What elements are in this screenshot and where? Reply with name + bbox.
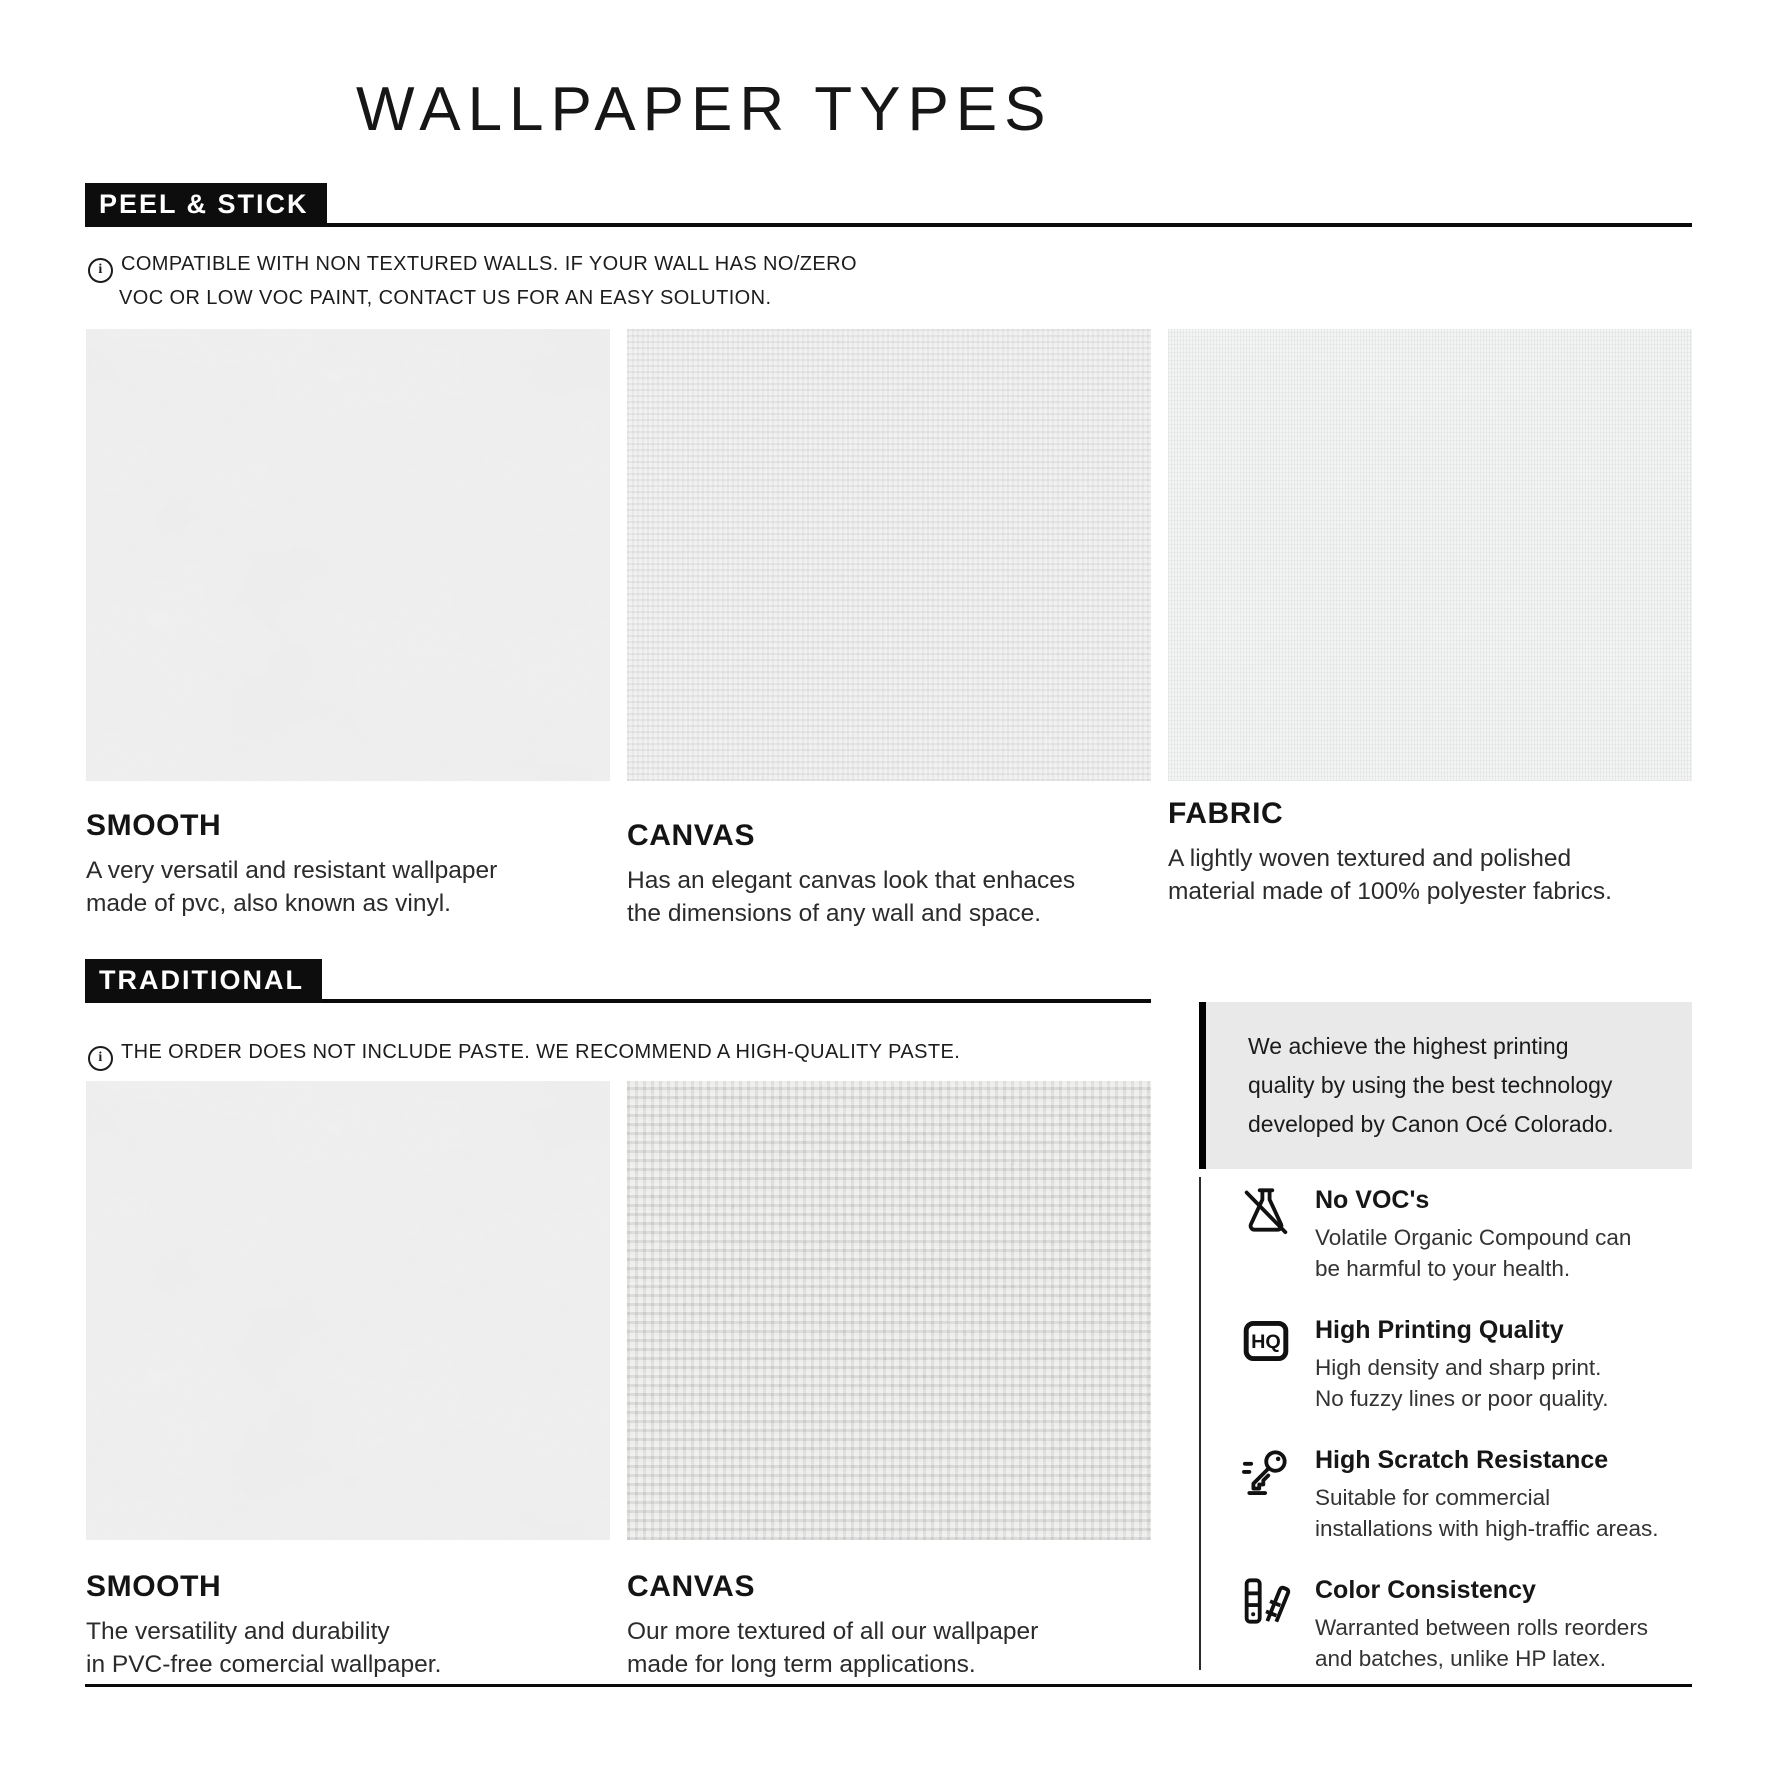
feature-title: No VOC's [1315, 1186, 1430, 1214]
swatch-column [86, 329, 610, 930]
peel-stick-badge: PEEL & STICK [85, 183, 327, 227]
feature-text [1315, 1314, 1608, 1414]
swatch-title: CANVAS [627, 819, 756, 852]
peel-stick-swatch-row [86, 329, 1693, 930]
note-text: COMPATIBLE WITH NON TEXTURED WALLS. IF YOUR WALL HAS NO/ZERO [121, 253, 857, 275]
printing-quality-highlight: We achieve the highest printing quality by using the best technology developed by Canon Océ Colorado. [1199, 1002, 1692, 1169]
feature-title: Color Consistency [1315, 1576, 1536, 1604]
swatch-title: FABRIC [1168, 797, 1284, 830]
swatch-label [1168, 781, 1692, 908]
peel-stick-section-header [85, 183, 1692, 227]
feature-description: Warranted between rolls reorders and batches, unlike HP latex. [1315, 1615, 1649, 1671]
swatch-description: The versatility and durability in PVC-free comercial wallpaper. [86, 1618, 442, 1678]
swatch-label [86, 1540, 610, 1681]
swatch-column [627, 1081, 1151, 1681]
swatch-column [627, 329, 1151, 930]
scratch-key-icon [1239, 1444, 1293, 1498]
swatch-title: SMOOTH [86, 809, 222, 842]
swatch-description: Has an elegant canvas look that enhaces the dimensions of any wall and space. [627, 867, 1076, 927]
feature-title: High Printing Quality [1315, 1316, 1564, 1344]
quality-features-list [1199, 1177, 1719, 1670]
smooth-pvc-free-swatch-image [86, 1081, 610, 1540]
feature-text [1315, 1184, 1631, 1284]
note-line [88, 1037, 960, 1071]
swatch-description: A lightly woven textured and polished material made of 100% polyester fabrics. [1168, 845, 1612, 905]
canvas-swatch-image [627, 329, 1151, 781]
bottom-divider [85, 1684, 1692, 1687]
feature-text [1315, 1444, 1659, 1544]
peel-stick-rule [327, 223, 1692, 227]
note-line [88, 249, 857, 283]
svg-text:HQ: HQ [1251, 1330, 1281, 1353]
smooth-vinyl-swatch-image [86, 329, 610, 781]
feature-text [1315, 1574, 1648, 1674]
feature-description: High density and sharp print. No fuzzy lines or poor quality. [1315, 1355, 1609, 1411]
note-text: VOC OR LOW VOC PAINT, CONTACT US FOR AN EASY SOLUTION. [119, 286, 772, 309]
feature-description: Volatile Organic Compound can be harmful to your health. [1315, 1225, 1632, 1281]
swatch-description: Our more textured of all our wallpaper made for long term applications. [627, 1618, 1039, 1678]
rough-canvas-swatch-image [627, 1081, 1151, 1540]
swatch-description: A very versatil and resistant wallpaper made of pvc, also known as vinyl. [86, 857, 498, 917]
traditional-badge: TRADITIONAL [85, 959, 322, 1003]
note-text: THE ORDER DOES NOT INCLUDE PASTE. WE RECOMMEND A HIGH-QUALITY PASTE. [121, 1041, 961, 1063]
swatch-label [86, 781, 610, 920]
feature-color-consistency [1239, 1574, 1719, 1674]
page-title: WALLPAPER TYPES [356, 75, 1053, 144]
traditional-rule [322, 999, 1151, 1003]
traditional-section-header [85, 959, 1151, 1003]
feature-high-printing-quality [1239, 1314, 1719, 1414]
info-icon: i [88, 1046, 113, 1071]
info-icon: i [88, 258, 113, 283]
swatch-title: SMOOTH [86, 1570, 222, 1603]
feature-high-scratch-resistance [1239, 1444, 1719, 1544]
swatch-label [627, 1540, 1151, 1681]
peel-stick-note [88, 249, 857, 314]
feature-no-voc [1239, 1184, 1719, 1284]
traditional-note [88, 1037, 960, 1071]
swatch-label [627, 781, 1151, 930]
fabric-swatch-image [1168, 329, 1692, 781]
feature-title: High Scratch Resistance [1315, 1446, 1609, 1474]
swatch-column [86, 1081, 610, 1681]
hq-badge-icon [1239, 1314, 1293, 1368]
no-voc-flask-icon [1239, 1184, 1293, 1238]
swatch-column [1168, 329, 1692, 930]
feature-description: Suitable for commercial installations with high-traffic areas. [1315, 1485, 1659, 1541]
color-fan-icon [1239, 1574, 1293, 1628]
swatch-title: CANVAS [627, 1570, 756, 1603]
